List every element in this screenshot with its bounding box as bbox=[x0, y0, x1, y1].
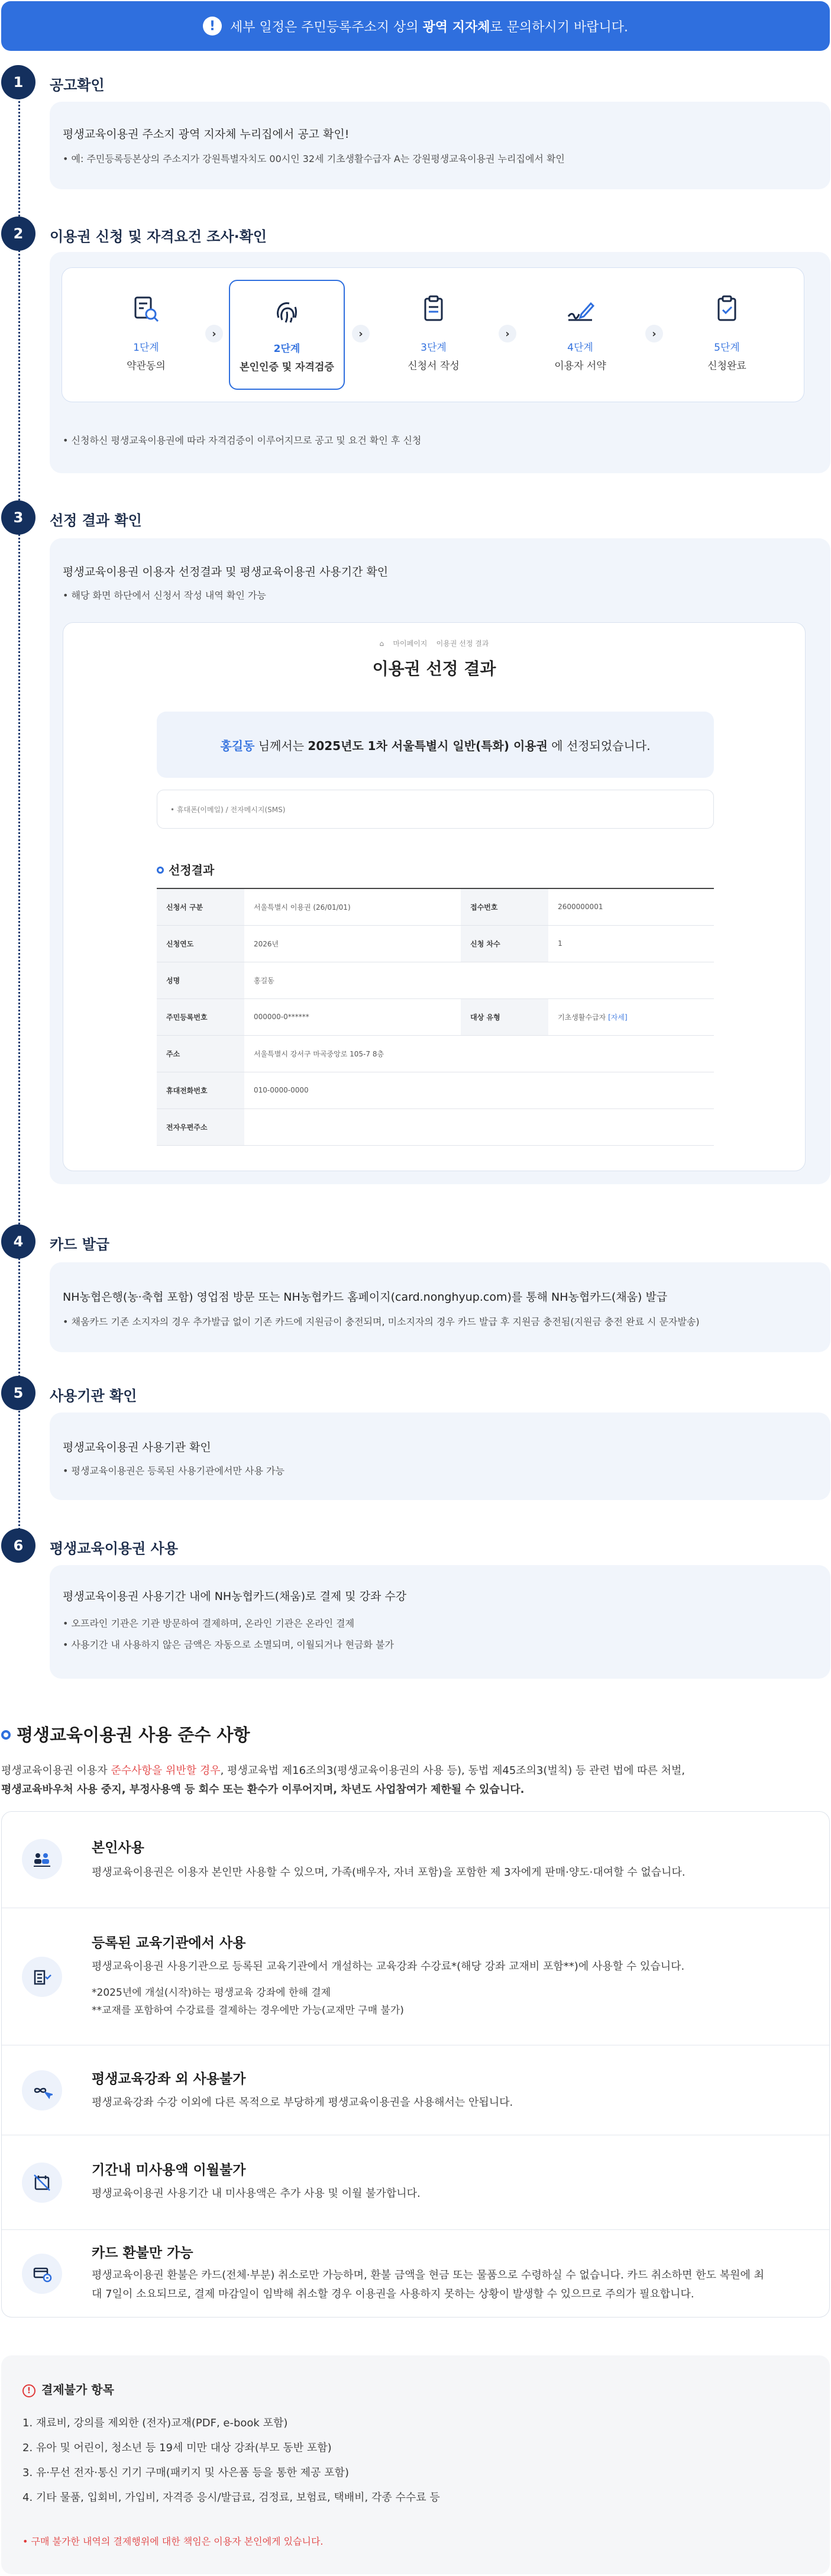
step-lead: 평생교육이용권 이용자 선정결과 및 평생교육이용권 사용기간 확인 bbox=[63, 565, 389, 578]
clipboard-check-icon bbox=[710, 293, 743, 326]
progress-step-number: 2단계 bbox=[273, 343, 300, 355]
table-row: 전자우편주소 bbox=[157, 1108, 714, 1145]
progress-step-label: 신청서 작성 bbox=[408, 360, 460, 372]
rule-heading: 평생교육강좌 외 사용불가 bbox=[92, 2071, 246, 2087]
list-item: 1. 재료비, 강의를 제외한 (전자)교재(PDF, e-book 포함) bbox=[22, 2417, 288, 2429]
progress-step-label: 본인인증 및 자격검증 bbox=[240, 361, 334, 373]
user-name: 홍길동 bbox=[220, 738, 255, 753]
calendar-off-icon bbox=[22, 2163, 62, 2203]
no-payment-title: ! 결제불가 항목 bbox=[22, 2380, 114, 2397]
step-number: 3 bbox=[1, 500, 35, 535]
notice-banner bbox=[1, 1, 830, 51]
step-bullet: • 오프라인 기관은 기관 방문하여 결제하며, 온라인 기관은 온라인 결제 bbox=[63, 1616, 354, 1630]
progress-step bbox=[522, 280, 638, 390]
rule-item bbox=[2, 2229, 829, 2318]
progress-step-active bbox=[229, 280, 345, 390]
card-refund-icon bbox=[22, 2254, 62, 2294]
notice-box: • 휴대폰(이메일) / 전자메시지(SMS) bbox=[157, 790, 714, 829]
clipboard-icon bbox=[417, 293, 450, 326]
progress-step bbox=[376, 280, 492, 390]
chevron-right-icon: › bbox=[645, 325, 663, 342]
list-item: 4. 기타 물품, 입회비, 가입비, 자격증 응시/발급료, 검정료, 보험료, 택배비, 각종 수수료 등 bbox=[22, 2491, 440, 2504]
selection-result-panel bbox=[63, 622, 806, 1171]
rule-body: 평생교육이용권 환불은 카드(전체·부분) 취소로만 가능하며, 환불 금액을 현금 또는 물품으로 수령하실 수 없습니다. 카드 취소하면 한도 복원에 최 bbox=[92, 2269, 764, 2281]
step-bullet: • 해당 화면 하단에서 신청서 작성 내역 확인 가능 bbox=[63, 588, 266, 602]
rule-footnote: **교재를 포함하여 수강료를 결제하는 경우에만 가능(교재만 구매 불가) bbox=[92, 2005, 404, 2016]
breadcrumb bbox=[63, 638, 805, 648]
step-lead: 평생교육이용권 사용기간 내에 NH농협카드(채움)로 결제 및 강좌 수강 bbox=[63, 1590, 407, 1603]
home-icon[interactable]: ⌂ bbox=[379, 639, 384, 648]
table-row: 성명 홍길동 bbox=[157, 962, 714, 998]
step-box bbox=[50, 1413, 830, 1500]
step-box bbox=[50, 102, 830, 189]
building-check-icon bbox=[22, 1957, 62, 1997]
progress-step bbox=[88, 280, 204, 390]
progress-step-label: 약관동의 bbox=[127, 360, 166, 372]
progress-step-label: 이용자 서약 bbox=[554, 360, 606, 372]
step-bullet: • 예: 주민등록등본상의 주소지가 강원특별자치도 00시인 32세 기초생활수급자 A는 강원평생교육이용권 누리집에서 확인 bbox=[63, 151, 565, 165]
rule-heading: 기간내 미사용액 이월불가 bbox=[92, 2163, 246, 2178]
step-number: 2 bbox=[1, 216, 35, 251]
step-box bbox=[50, 1565, 830, 1679]
step-title: 선정 결과 확인 bbox=[50, 512, 142, 529]
search-document-icon bbox=[130, 293, 163, 326]
compliance-title: 평생교육이용권 사용 준수 사항 bbox=[1, 1722, 250, 1746]
infinity-cursor-icon bbox=[22, 2070, 62, 2110]
banner-text: 세부 일정은 주민등록주소지 상의 광역 지자체로 문의하시기 바랍니다. bbox=[230, 20, 628, 35]
progress-step-number: 1단계 bbox=[133, 342, 159, 354]
rule-item bbox=[2, 1908, 829, 2045]
rule-footnote: *2025년에 개설(시작)하는 평생교육 강좌에 한해 결제 bbox=[92, 1987, 331, 1999]
table-row: 신청서 구분 서울특별시 이용권 (26/01/01) 접수번호 2600000001 bbox=[157, 888, 714, 925]
rule-item bbox=[2, 1812, 829, 1908]
timeline-line bbox=[18, 83, 20, 1556]
page-title: 이용권 선정 결과 bbox=[372, 659, 496, 678]
step-box bbox=[50, 252, 830, 473]
exclamation-icon: ! bbox=[203, 17, 222, 35]
step-title: 평생교육이용권 사용 bbox=[50, 1540, 179, 1557]
chevron-right-icon: › bbox=[205, 325, 223, 342]
step-title: 공고확인 bbox=[50, 77, 105, 93]
rule-body: 평생교육이용권은 이용자 본인만 사용할 수 있으며, 가족(배우자, 자녀 포함)을 포함한 제 3자에게 판매·양도·대여할 수 없습니다. bbox=[92, 1866, 686, 1879]
breadcrumb-item[interactable]: 이용권 선정 결과 bbox=[436, 639, 489, 648]
table-row: 휴대전화번호 010-0000-0000 bbox=[157, 1072, 714, 1108]
section-title: 선정결과 bbox=[157, 861, 214, 878]
step-number: 4 bbox=[1, 1224, 35, 1259]
result-message: 홍길동 님께서는 2025년도 1차 서울특별시 일반(특화) 이용권 에 선정되었습니다. bbox=[157, 712, 714, 778]
progress-step-number: 5단계 bbox=[714, 342, 740, 354]
step-bullet: • 채움카드 기존 소지자의 경우 추가발급 없이 기존 카드에 지원금이 충전되며, 미소지자의 경우 카드 발급 후 지원금 충전됨(지원금 충전 완료 시 문자발송) bbox=[63, 1314, 700, 1328]
rule-body: 대 7일이 소요되므로, 결제 마감일이 임박해 취소할 경우 이용권을 사용하지 못하는 상황이 발생할 수 있으므로 주의가 필요합니다. bbox=[92, 2288, 694, 2300]
person-id-icon bbox=[22, 1839, 62, 1879]
detail-link[interactable]: [자세] bbox=[608, 1013, 628, 1022]
step-box bbox=[50, 538, 830, 1184]
chevron-right-icon: › bbox=[352, 325, 370, 342]
step-lead: 평생교육이용권 주소지 광역 지자체 누리집에서 공고 확인! bbox=[63, 128, 350, 141]
table-row: 주민등록번호 000000-0****** 대상 유형 기초생활수급자 [자세] bbox=[157, 998, 714, 1035]
list-item: 3. 유·무선 전자·통신 기기 구매(패키지 및 사은품 등을 통한 제공 포함) bbox=[22, 2467, 349, 2479]
rule-heading: 카드 환불만 가능 bbox=[92, 2245, 193, 2261]
chevron-right-icon: › bbox=[499, 325, 516, 342]
step-box bbox=[50, 1262, 830, 1352]
no-payment-list bbox=[22, 2415, 440, 2514]
compliance-intro: 평생교육이용권 이용자 준수사항을 위반할 경우, 평생교육법 제16조의3(평생교육이용권의 사용 등), 동법 제45조의3(벌칙) 등 관련 법에 따른 처벌, 평생교육바우처 사용 중지, 부정사용액 등 회수 또는 환수가 이루어지며, 차년도 사업참여가 제한될 수 있습니다. bbox=[1, 1764, 686, 1796]
list-item: 2. 유아 및 어린이, 청소년 등 19세 미만 대상 강좌(부모 동반 포함) bbox=[22, 2442, 332, 2454]
progress-step-number: 3단계 bbox=[421, 342, 447, 354]
compliance-rules bbox=[1, 1811, 830, 2318]
step-lead: 평생교육이용권 사용기관 확인 bbox=[63, 1441, 211, 1454]
warning-text: • 구매 불가한 내역의 결제행위에 대한 책임은 이용자 본인에게 있습니다. bbox=[22, 2536, 324, 2547]
step-number: 1 bbox=[1, 65, 35, 99]
application-progress bbox=[62, 267, 804, 402]
breadcrumb-item[interactable]: 마이페이지 bbox=[393, 639, 428, 648]
alert-icon: ! bbox=[22, 2384, 35, 2397]
table-row: 신청연도 2026년 신청 차수 1 bbox=[157, 925, 714, 962]
no-payment-box bbox=[1, 2355, 830, 2574]
fingerprint-icon bbox=[270, 294, 303, 327]
step-number: 6 bbox=[1, 1528, 35, 1563]
signature-pen-icon bbox=[564, 293, 597, 326]
step-bullet: • 평생교육이용권은 등록된 사용기관에서만 사용 가능 bbox=[63, 1463, 284, 1477]
rule-body: 평생교육강좌 수강 이외에 다른 목적으로 부당하게 평생교육이용권을 사용해서는 안됩니다. bbox=[92, 2096, 513, 2109]
rule-item bbox=[2, 2135, 829, 2229]
step-bullet: • 사용기간 내 사용하지 않은 금액은 자동으로 소멸되며, 이월되거나 현금화 불가 bbox=[63, 1637, 394, 1651]
rule-heading: 본인사용 bbox=[92, 1840, 144, 1856]
progress-step bbox=[669, 280, 785, 390]
step-title: 카드 발급 bbox=[50, 1236, 110, 1253]
rule-body: 평생교육이용권 사용기간 내 미사용액은 추가 사용 및 이월 불가합니다. bbox=[92, 2187, 421, 2200]
step-lead: NH농협은행(농·축협 포함) 영업점 방문 또는 NH농협카드 홈페이지(card.nonghyup.com)를 통해 NH농협카드(채움) 발급 bbox=[63, 1291, 668, 1304]
result-table bbox=[157, 888, 714, 1146]
table-row: 주소 서울특별시 강서구 마곡중앙로 105-7 8층 bbox=[157, 1035, 714, 1072]
step-number: 5 bbox=[1, 1376, 35, 1410]
rule-item bbox=[2, 2045, 829, 2135]
progress-step-label: 신청완료 bbox=[707, 360, 746, 372]
rule-heading: 등록된 교육기관에서 사용 bbox=[92, 1935, 246, 1951]
step-title: 사용기관 확인 bbox=[50, 1388, 137, 1404]
progress-step-number: 4단계 bbox=[567, 342, 593, 354]
step-title: 이용권 신청 및 자격요건 조사·확인 bbox=[50, 228, 267, 245]
step-bullet: • 신청하신 평생교육이용권에 따라 자격검증이 이루어지므로 공고 및 요건 확인 후 신청 bbox=[63, 433, 421, 447]
rule-body: 평생교육이용권 사용기관으로 등록된 교육기관에서 개설하는 교육강좌 수강료*(해당 강좌 교재비 포함**)에 사용할 수 있습니다. bbox=[92, 1960, 685, 1973]
